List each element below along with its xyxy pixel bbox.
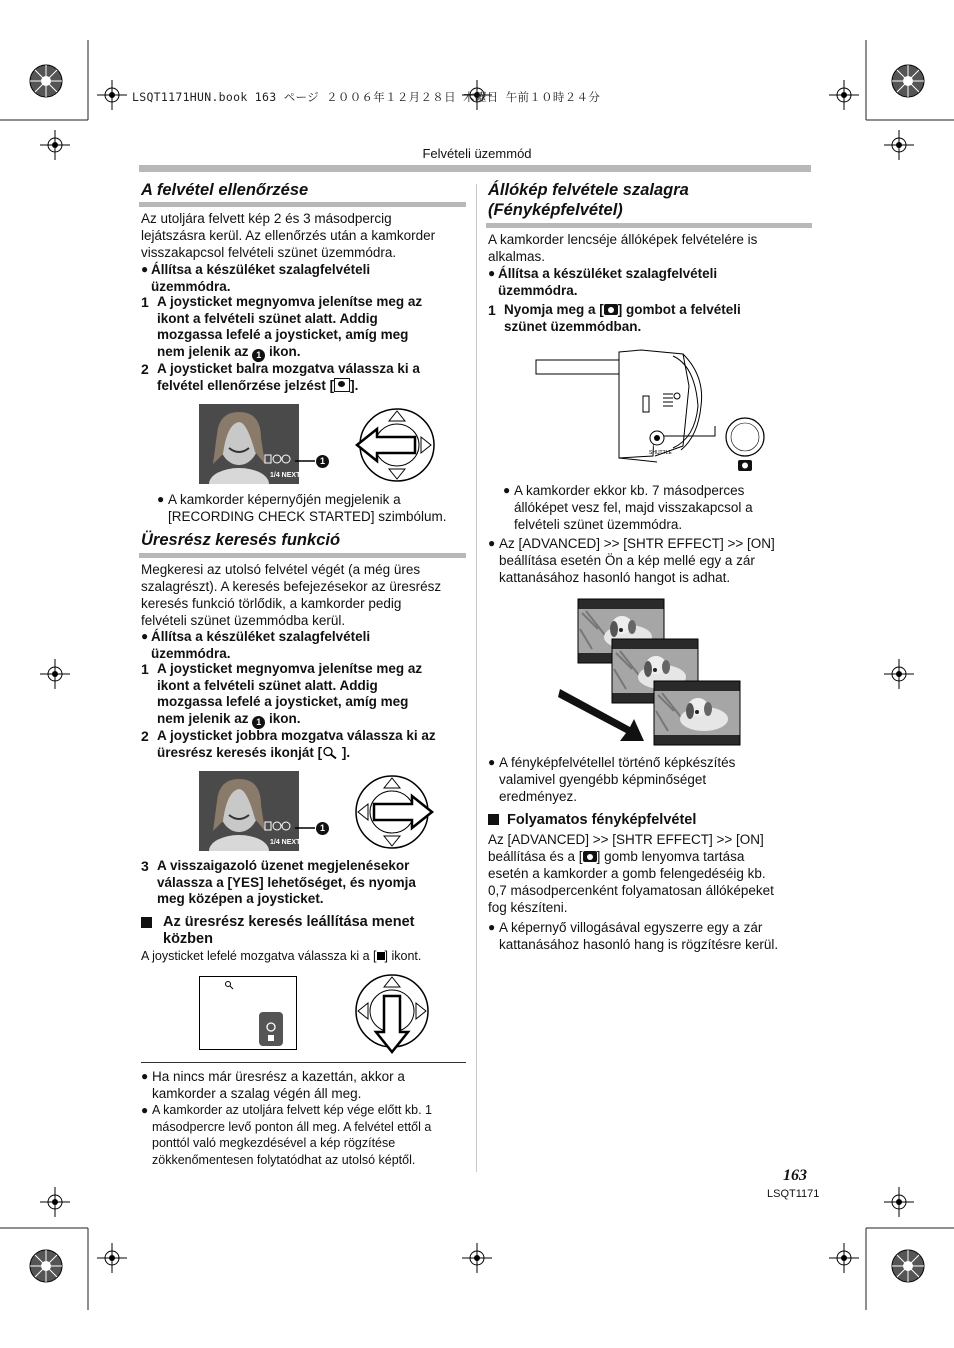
notes-rule — [141, 1062, 466, 1063]
marker-1-icon: 1 — [316, 822, 329, 835]
registration-mark-icon — [97, 80, 127, 110]
title-rule — [139, 202, 466, 207]
section-label: Felvételi üzemmód — [422, 146, 532, 161]
sub-heading: Folyamatos fényképfelvétel — [488, 812, 696, 828]
top-bar — [139, 165, 811, 172]
screen-overlay-text: 1/4 NEXT — [270, 839, 301, 846]
square-bullet-icon — [488, 814, 499, 825]
section-title: Állókép felvétele szalagra (Fényképfelvétel) — [488, 181, 689, 219]
joystick-right-icon — [354, 774, 434, 850]
corner-mark-icon — [890, 1248, 926, 1284]
blank-search-icon — [322, 746, 338, 759]
photoshot-icon — [583, 851, 597, 862]
joystick-down-icon — [354, 974, 430, 1054]
marker-1-icon: 1 — [252, 716, 265, 729]
stop-icon — [377, 952, 385, 960]
title-rule — [486, 223, 812, 228]
continuous-text: Az [ADVANCED] >> [SHTR EFFECT] >> [ON] beállítása és a [ ] gomb lenyomva tartása esetén a kamkorder a gomb felengedéséig kb. 0,7 másodpercenként folyamatosan állóképeket fog készíteni. — [488, 832, 774, 915]
intro-text: Megkeresi az utolsó felvétel végét (a még üres szalagrészt). A keresés befejezésekor az üresrész keresés funkció törlődik, a kamkorder pedig felvételi szünet üzemmódba kerül. — [141, 562, 442, 628]
stop-instruction: A joysticket lefelé mozgatva válassza ki a [ ] ikont. — [141, 949, 422, 963]
registration-mark-icon — [829, 80, 859, 110]
corner-mark-icon — [890, 63, 926, 99]
title-rule — [139, 553, 466, 558]
photoshot-illustration — [558, 597, 742, 747]
registration-mark-icon — [884, 1187, 914, 1217]
section-title: Üresrész keresés funkció — [141, 531, 341, 549]
corner-mark-icon — [28, 63, 64, 99]
section-title: A felvétel ellenőrzése — [141, 181, 309, 199]
column-divider — [476, 184, 477, 1172]
marker-1-icon: 1 — [316, 455, 329, 468]
lcd-screen-image — [199, 976, 297, 1050]
screen-overlay-text: 1/4 NEXT — [270, 472, 301, 479]
callout-line — [295, 822, 315, 834]
registration-mark-icon — [40, 1187, 70, 1217]
svg-text:SHUTTLE: SHUTTLE — [649, 450, 672, 456]
registration-mark-icon — [462, 1243, 492, 1273]
page-number: 163 — [783, 1167, 807, 1184]
square-bullet-icon — [141, 917, 152, 928]
registration-mark-icon — [97, 1243, 127, 1273]
print-header: LSQT1171HUN.book 163 ページ ２００６年１２月２８日 木曜日 午前１０時２４分 — [132, 90, 601, 104]
photoshot-icon — [604, 304, 618, 315]
intro-text: A kamkorder lencséje állóképek felvételére is alkalmas. — [488, 232, 758, 264]
joystick-left-icon — [355, 407, 435, 483]
intro-text: Az utoljára felvett kép 2 és 3 másodpercig lejátszásra kerül. Az ellenőrzés után a kamkorder visszakapcsol felvételi szünet üzemmódra. — [141, 211, 436, 260]
registration-mark-icon — [884, 659, 914, 689]
callout-line — [295, 455, 315, 467]
model-code: LSQT1171 — [767, 1188, 820, 1200]
corner-mark-icon — [28, 1248, 64, 1284]
registration-mark-icon — [40, 659, 70, 689]
registration-mark-icon — [829, 1243, 859, 1273]
camcorder-image — [533, 346, 769, 476]
recording-check-icon — [334, 378, 350, 392]
marker-1-icon: 1 — [252, 349, 265, 362]
